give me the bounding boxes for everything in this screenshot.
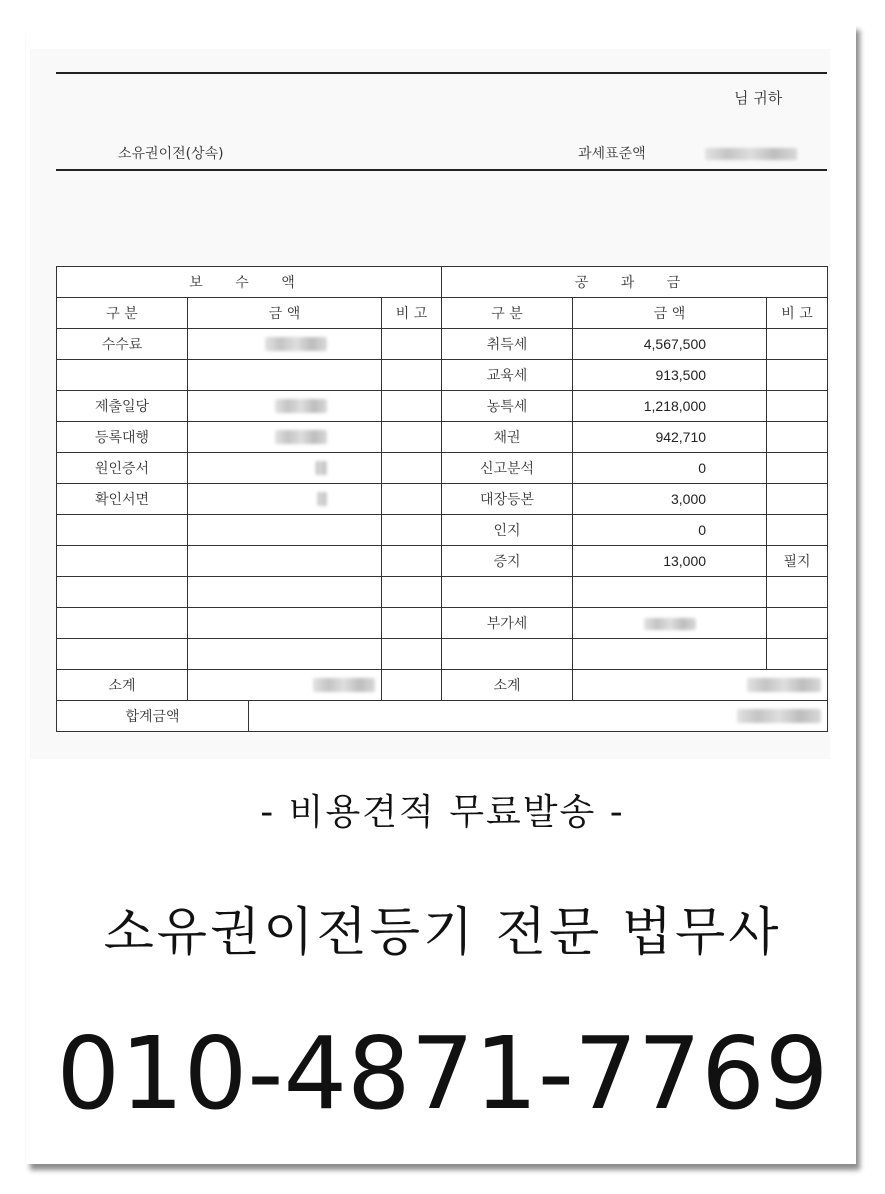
col-category-right: 구 분 <box>442 298 573 329</box>
fee-row <box>57 577 828 608</box>
fee-row-left-note <box>382 329 442 360</box>
fee-row-right-label: 인지 <box>442 515 573 546</box>
fee-row-left-note <box>382 484 442 515</box>
fee-row-right-note <box>767 577 828 608</box>
fee-row <box>57 608 828 639</box>
fee-row-right-note <box>767 453 828 484</box>
fee-row-left-amount <box>188 515 382 546</box>
total-label: 합계금액 <box>57 701 249 732</box>
tax-base-value-redacted <box>705 148 797 160</box>
fee-row-right-label: 교육세 <box>442 360 573 391</box>
fee-row-right-amount: 913,500 <box>573 360 767 391</box>
fee-row-right-note <box>767 639 828 670</box>
column-header-row <box>57 298 828 329</box>
fee-row-right-label: 대장등본 <box>442 484 573 515</box>
fee-row-left-label: 원인증서 <box>57 453 188 484</box>
header-bottom-rule <box>56 169 827 171</box>
fee-row-right-amount: 4,567,500 <box>573 329 767 360</box>
fee-row <box>57 546 828 577</box>
section-taxes-header: 공 과 금 <box>442 267 828 298</box>
fee-row <box>57 422 828 453</box>
fee-row-left-label <box>57 639 188 670</box>
fee-row-left-amount <box>188 546 382 577</box>
fee-row <box>57 639 828 670</box>
fee-row-left-label <box>57 360 188 391</box>
fee-row-left-amount <box>188 360 382 391</box>
fee-row-left-label: 등록대행 <box>57 422 188 453</box>
fee-row-left-label: 확인서면 <box>57 484 188 515</box>
fee-row-right-label <box>442 639 573 670</box>
fee-row-right-note: 필지 <box>767 546 828 577</box>
fee-row-left-note <box>382 360 442 391</box>
fee-table <box>56 266 828 732</box>
section-header-row <box>57 267 828 298</box>
subtotal-label-left: 소계 <box>57 670 188 701</box>
fee-row-right-note <box>767 360 828 391</box>
fee-row-left-note <box>382 422 442 453</box>
fee-row-right-amount <box>573 577 767 608</box>
fee-row-left-note <box>382 453 442 484</box>
col-amount-right: 금 액 <box>573 298 767 329</box>
fee-row-right-label: 채권 <box>442 422 573 453</box>
fee-row-right-label <box>442 577 573 608</box>
fee-row-right-amount <box>573 639 767 670</box>
fee-rows <box>57 329 828 670</box>
fee-row-right-label: 증지 <box>442 546 573 577</box>
fee-row-left-note <box>382 391 442 422</box>
fee-row-left-note <box>382 546 442 577</box>
fee-row-right-amount: 0 <box>573 515 767 546</box>
fee-row-left-amount <box>188 577 382 608</box>
fee-row-left-amount <box>188 329 382 360</box>
fee-row-right-note <box>767 329 828 360</box>
fee-row-left-note <box>382 577 442 608</box>
fee-row-right-amount: 1,218,000 <box>573 391 767 422</box>
fee-row <box>57 515 828 546</box>
cell <box>382 670 442 701</box>
fee-row-left-label <box>57 546 188 577</box>
top-rule <box>56 72 827 74</box>
fee-row-right-label: 취득세 <box>442 329 573 360</box>
fee-row-right-amount: 3,000 <box>573 484 767 515</box>
fee-row <box>57 329 828 360</box>
fee-row-right-amount: 0 <box>573 453 767 484</box>
fee-row-right-note <box>767 391 828 422</box>
fee-row-left-label <box>57 577 188 608</box>
registration-type: 소유권이전(상속) <box>118 146 224 162</box>
fee-row-left-note <box>382 608 442 639</box>
total-value <box>249 701 828 732</box>
fee-row-left-label <box>57 608 188 639</box>
fee-row-right-label: 농특세 <box>442 391 573 422</box>
fee-row-left-amount <box>188 484 382 515</box>
specialist-banner: 소유권이전등기 전문 법무사 <box>103 903 782 963</box>
fee-row-left-amount <box>188 639 382 670</box>
fee-row-left-amount <box>188 453 382 484</box>
fee-row <box>57 360 828 391</box>
fee-row-left-amount <box>188 391 382 422</box>
phone-number: 010-4871-7769 <box>56 1015 829 1132</box>
fee-row <box>57 484 828 515</box>
fee-row-left-amount <box>188 608 382 639</box>
fee-row-right-label: 부가세 <box>442 608 573 639</box>
total-row <box>57 701 828 732</box>
fee-row-left-label: 제출일당 <box>57 391 188 422</box>
subtotal-label-right: 소계 <box>442 670 573 701</box>
section-fees-header: 보 수 액 <box>57 267 442 298</box>
subtotal-left-value <box>188 670 382 701</box>
col-note-right: 비 고 <box>767 298 828 329</box>
fee-row-left-label <box>57 515 188 546</box>
fee-row <box>57 453 828 484</box>
subtotal-row <box>57 670 828 701</box>
free-estimate-banner: - 비용견적 무료발송 - <box>260 792 625 833</box>
fee-row-left-note <box>382 515 442 546</box>
fee-row-left-note <box>382 639 442 670</box>
subtotal-right-value <box>573 670 828 701</box>
tax-base-label: 과세표준액 <box>578 146 646 162</box>
fee-row-right-amount: 942,710 <box>573 422 767 453</box>
fee-row-right-amount: 13,000 <box>573 546 767 577</box>
recipient-suffix: 님 귀하 <box>734 89 783 107</box>
fee-row-right-note <box>767 484 828 515</box>
fee-row <box>57 391 828 422</box>
fee-row-left-label: 수수료 <box>57 329 188 360</box>
col-category-left: 구 분 <box>57 298 188 329</box>
col-note-left: 비 고 <box>382 298 442 329</box>
fee-row-right-note <box>767 422 828 453</box>
col-amount-left: 금 액 <box>188 298 382 329</box>
fee-row-right-label: 신고분석 <box>442 453 573 484</box>
fee-row-left-amount <box>188 422 382 453</box>
fee-row-right-note <box>767 608 828 639</box>
fee-row-right-amount <box>573 608 767 639</box>
fee-row-right-note <box>767 515 828 546</box>
